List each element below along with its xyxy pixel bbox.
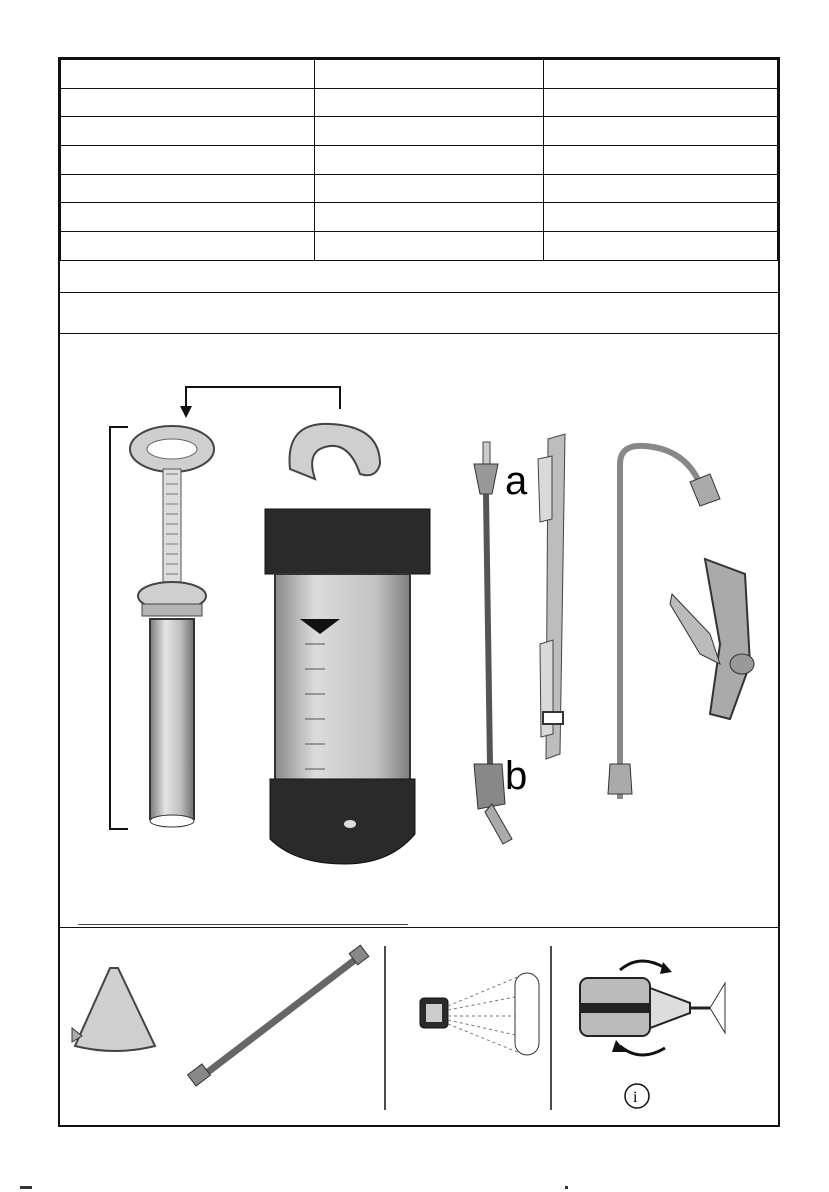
note-row: [60, 292, 778, 334]
separator-line: [78, 924, 408, 925]
adjustable-nozzle: [580, 961, 725, 1055]
page-edge-mark-2: [565, 1186, 568, 1189]
spec-cell: [314, 60, 544, 89]
spec-cell: [314, 88, 544, 117]
extension-tube: [188, 945, 369, 1086]
spec-row: [61, 88, 778, 117]
accessories-panel: [60, 927, 778, 1126]
parts-drawing: [60, 334, 778, 927]
spec-row: [61, 60, 778, 89]
assembly-arrow: [180, 387, 340, 418]
spec-row: [61, 232, 778, 261]
trigger-valve: [670, 559, 754, 719]
spec-row: [61, 117, 778, 146]
spec-cell: [544, 146, 778, 175]
pump-assembly: [130, 426, 214, 827]
spec-cell: [61, 174, 315, 203]
spec-cell: [61, 60, 315, 89]
flat-spray-nozzle: [420, 973, 539, 1055]
spec-row: [61, 146, 778, 175]
spec-cell: [314, 146, 544, 175]
accessories-drawing: [60, 928, 778, 1126]
spec-cell: [61, 203, 315, 232]
spec-cell: [61, 117, 315, 146]
spec-cell: [314, 232, 544, 261]
spec-table: [60, 59, 778, 261]
label-b: b: [505, 754, 528, 798]
page-edge-mark: [20, 1186, 32, 1189]
parts-illustration: [60, 334, 778, 927]
spec-row: [61, 203, 778, 232]
spec-row: [61, 174, 778, 203]
spray-hose: [608, 446, 720, 799]
label-a: a: [505, 459, 528, 503]
document-frame: [58, 57, 780, 1127]
spec-cell: [61, 146, 315, 175]
spec-cell: [544, 60, 778, 89]
spec-cell: [544, 232, 778, 261]
spec-cell: [544, 88, 778, 117]
spec-cell: [314, 117, 544, 146]
spray-shield-cone: [72, 968, 155, 1051]
spec-cell: [544, 203, 778, 232]
spec-cell: [61, 232, 315, 261]
pressure-tank: [265, 424, 430, 864]
spec-cell: [61, 88, 315, 117]
spec-cell: [544, 174, 778, 203]
info-icon: [625, 1084, 649, 1108]
spec-cell: [314, 174, 544, 203]
pump-bracket: [110, 427, 128, 829]
carrying-strap: [538, 434, 565, 759]
info-symbol: i: [633, 1089, 638, 1106]
spec-cell: [314, 203, 544, 232]
spec-cell: [544, 117, 778, 146]
